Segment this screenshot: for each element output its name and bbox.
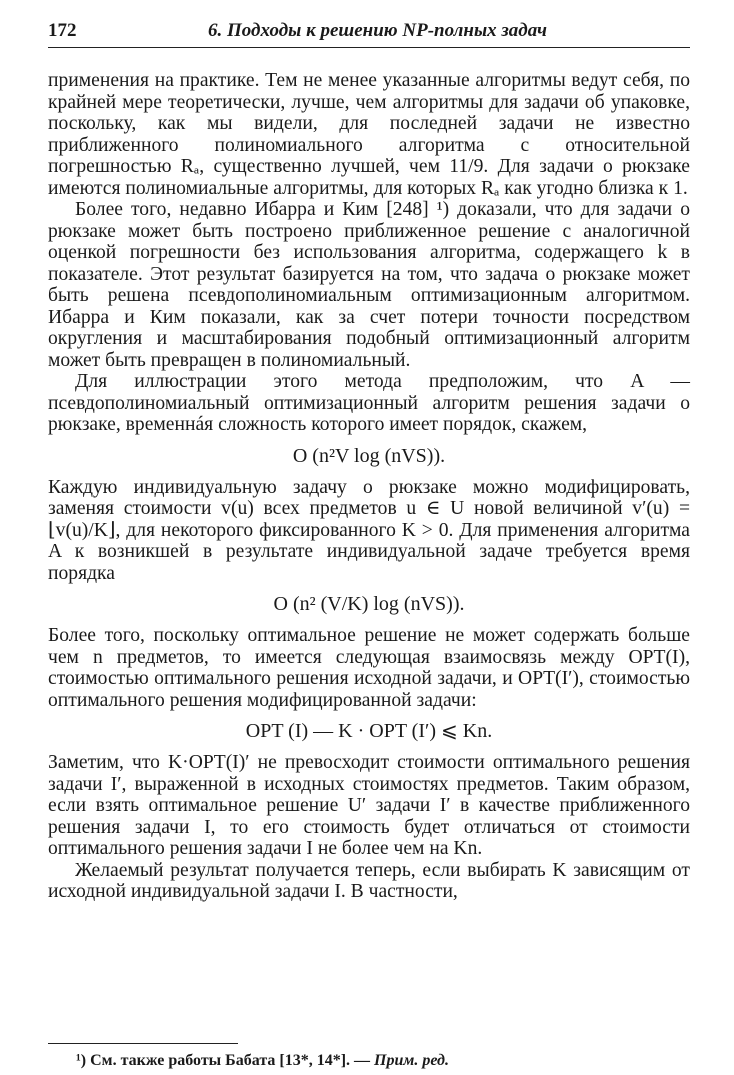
paragraph: Более того, поскольку оптимальное решение не может содержать больше чем n предметов, то имеется следующая взаимосвязь между OPT(I), стоимостью оптимального решения исходной задачи, и OPT(I′), стоимостью оптимального решения модифицированной задачи: bbox=[48, 625, 690, 711]
document-page bbox=[48, 18, 690, 1069]
footnote-text: См. также работы Бабата [13*, 14*]. — bbox=[90, 1052, 371, 1069]
footnote-rule bbox=[48, 1043, 238, 1044]
paragraph: Заметим, что K·OPT(I)′ не превосходит стоимости оптимального решения задачи I′, выраженной в исходных стоимостях предметов. Таким образом, если взять оптимальное решение U′ задачи I′ в качестве приближенного решения задачи I, то его стоимость будет отличаться от стоимости оптимального решения задачи I не более чем на Kn. bbox=[48, 752, 690, 859]
footnote bbox=[76, 1052, 449, 1070]
header-rule bbox=[48, 47, 690, 48]
paragraph: Желаемый результат получается теперь, если выбирать K зависящим от исходной индивидуальной задачи I. В частности, bbox=[48, 859, 690, 902]
running-title: 6. Подходы к решению NP-полных задач bbox=[208, 20, 547, 41]
footnote-editor-note: Прим. ред. bbox=[374, 1052, 449, 1069]
paragraph: применения на практике. Тем не менее указанные алгоритмы ведут себя, по крайней мере теоретически, лучше, чем алгоритмы для задачи об упаковке, поскольку, как мы видели, для последней задачи не известно приближенного полиномиального алгоритма с относительной погрешностью Rₐ, существенно лучшей, чем 11/9. Для задачи о рюкзаке имеются полиномиальные алгоритмы, для которых Rₐ как угодно близка к 1. bbox=[48, 70, 690, 199]
formula: O (n²V log (nVS)). bbox=[292, 444, 446, 467]
formula: O (n² (V/K) log (nVS)). bbox=[273, 593, 465, 615]
formula: OPT (I) — K · OPT (I′) ⩽ Kn. bbox=[245, 720, 493, 742]
page-number: 172 bbox=[48, 20, 77, 41]
paragraph: Каждую индивидуальную задачу о рюкзаке можно модифицировать, заменяя стоимости v(u) всех предметов u ∈ U новой величиной v′(u) = ⌊v(u)/K⌋, для некоторого фиксированного K > 0. Для применения алгоритма A к возникшей в результате индивидуальной задаче требуется время порядка bbox=[48, 476, 690, 584]
page-header bbox=[48, 18, 690, 44]
paragraph: Для иллюстрации этого метода предположим, что A — псевдополиномиальный оптимизационный алгоритм решения задачи о рюкзаке, временнáя сложность которого имеет порядок, скажем, bbox=[48, 371, 690, 435]
body-text bbox=[48, 70, 690, 903]
footnote-marker: ¹) bbox=[76, 1052, 87, 1069]
paragraph: Более того, недавно Ибарра и Ким [248] ¹) доказали, что для задачи о рюкзаке может быть построено приближенное решение с аналогичной оценкой погрешности без использования алгоритма, содержащего k в показателе. Этот результат базируется на том, что задача о рюкзаке может быть решена псевдополиномиальным оптимизационным алгоритмом. Ибарра и Ким показали, как за счет потери точности посредством округления и масштабирования подобный оптимизационный алгоритм может быть превращен в полиномиальный. bbox=[48, 199, 690, 371]
